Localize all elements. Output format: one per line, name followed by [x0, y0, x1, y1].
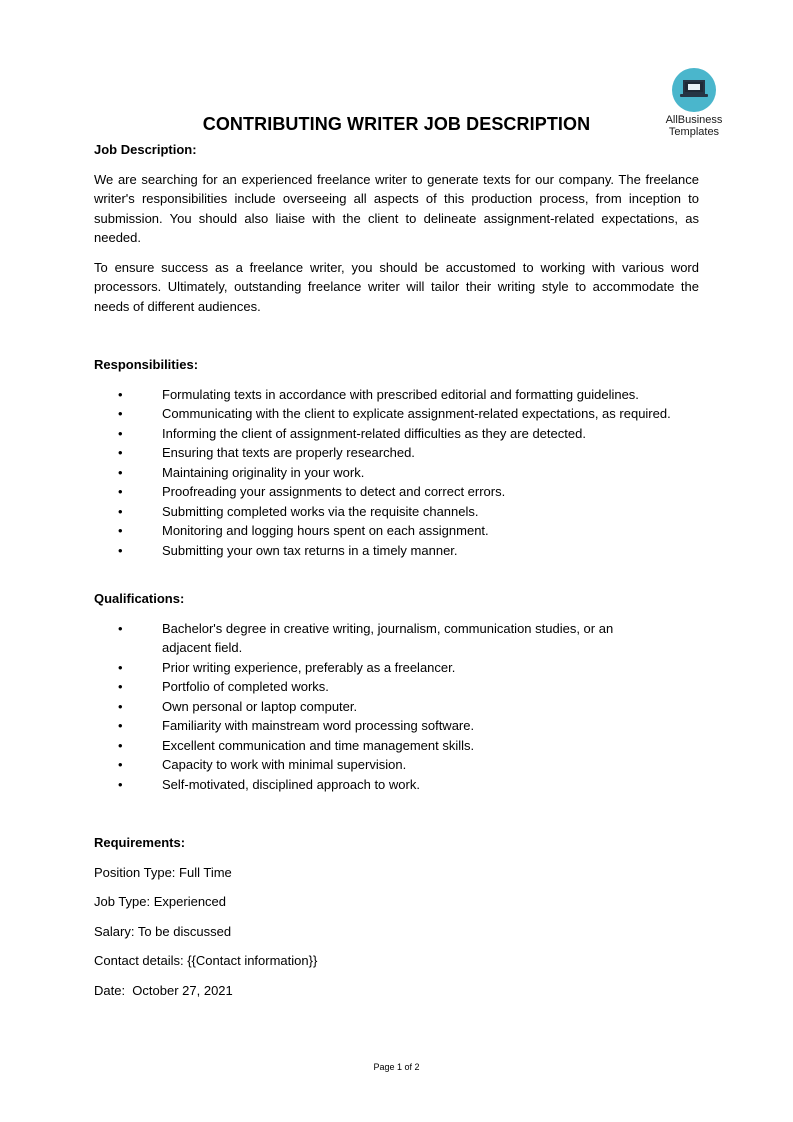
list-item-text: Prior writing experience, preferably as a freelancer.: [162, 659, 456, 675]
bullet-icon: •: [118, 406, 123, 421]
list-item: [94, 658, 634, 678]
list-item: [94, 541, 699, 561]
list-item: [94, 736, 634, 756]
contact-details: Contact details: {{Contact information}}: [94, 953, 318, 968]
bullet-icon: •: [118, 523, 123, 538]
list-item: [94, 716, 634, 736]
list-item-text: Capacity to work with minimal supervision.: [162, 757, 407, 772]
qualifications-list: [94, 619, 634, 795]
list-item-text: Ensuring that texts are properly researched.: [162, 445, 415, 460]
bullet-icon: •: [118, 425, 123, 441]
list-item-text: Submitting completed works via the requisite channels.: [162, 503, 479, 519]
bullet-icon: •: [118, 445, 123, 460]
bullet-icon: •: [118, 718, 123, 733]
list-item-text: Maintaining originality in your work.: [162, 464, 365, 480]
salary: Salary: To be discussed: [94, 923, 232, 939]
qualifications-heading: Qualifications:: [94, 591, 185, 606]
logo-text-line2: Templates: [668, 126, 720, 138]
list-item: [94, 697, 634, 717]
responsibilities-list: [94, 385, 699, 561]
list-item: [94, 755, 634, 775]
bullet-icon: •: [118, 776, 123, 792]
bullet-icon: •: [118, 737, 123, 753]
list-item-text: Excellent communication and time management skills.: [162, 737, 475, 753]
list-item: [94, 502, 699, 522]
document-body: [94, 140, 699, 1000]
list-item: [94, 385, 699, 405]
list-item-text: Formulating texts in accordance with prescribed editorial and formatting guidelines.: [162, 386, 639, 402]
list-item-text: Communicating with the client to explicate assignment-related expectations, as required.: [162, 406, 671, 421]
list-item-text: Own personal or laptop computer.: [162, 698, 358, 714]
list-item: [94, 463, 699, 483]
page-number: Page 1 of 2: [373, 1062, 420, 1072]
list-item: [94, 404, 699, 424]
position-type: Position Type: Full Time: [94, 864, 232, 880]
list-item-text: Self-motivated, disciplined approach to work.: [162, 776, 420, 792]
bullet-icon: •: [118, 659, 123, 675]
list-item: [94, 482, 699, 502]
job-description-paragraph-2: To ensure success as a freelance writer, you should be accustomed to working with various word processors. Ultimately, outstanding freelance writer will tailor their writing style to accommodate the needs of different audiences.: [94, 259, 699, 314]
list-item-text: Bachelor's degree in creative writing, journalism, communication studies, or an adjacent field.: [162, 620, 614, 655]
list-item-text: Monitoring and logging hours spent on each assignment.: [162, 523, 489, 538]
list-item-text: Submitting your own tax returns in a timely manner.: [162, 542, 458, 558]
list-item: [94, 443, 699, 463]
job-description-heading: Job Description:: [94, 142, 197, 157]
bullet-icon: •: [118, 620, 123, 636]
list-item: [94, 619, 634, 658]
bullet-icon: •: [118, 484, 123, 499]
bullet-icon: •: [118, 698, 123, 714]
list-item: [94, 424, 699, 444]
bullet-icon: •: [118, 464, 123, 480]
bullet-icon: •: [118, 757, 123, 772]
list-item: [94, 677, 634, 697]
bullet-icon: •: [118, 542, 123, 558]
date: Date: October 27, 2021: [94, 982, 233, 998]
logo-text-line1: AllBusiness: [665, 114, 723, 126]
list-item-text: Familiarity with mainstream word processing software.: [162, 718, 475, 733]
document-title: CONTRIBUTING WRITER JOB DESCRIPTION: [202, 114, 591, 134]
bullet-icon: •: [118, 503, 123, 519]
job-type: Job Type: Experienced: [94, 894, 227, 909]
laptop-icon: [672, 68, 716, 112]
list-item-text: Informing the client of assignment-related difficulties as they are detected.: [162, 425, 586, 441]
responsibilities-heading: Responsibilities:: [94, 357, 199, 372]
requirements-heading: Requirements:: [94, 835, 186, 850]
list-item-text: Portfolio of completed works.: [162, 679, 329, 694]
bullet-icon: •: [118, 386, 123, 402]
list-item: [94, 521, 699, 541]
job-description-paragraph-1: We are searching for an experienced freelance writer to generate texts for our company. The freelance writer's responsibilities include overseeing all aspects of this production process, from inception to submission. You should also liaise with the client to delineate assignment-related expectations, as needed.: [94, 171, 699, 245]
list-item-text: Proofreading your assignments to detect and correct errors.: [162, 484, 506, 499]
bullet-icon: •: [118, 679, 123, 694]
list-item: [94, 775, 634, 795]
